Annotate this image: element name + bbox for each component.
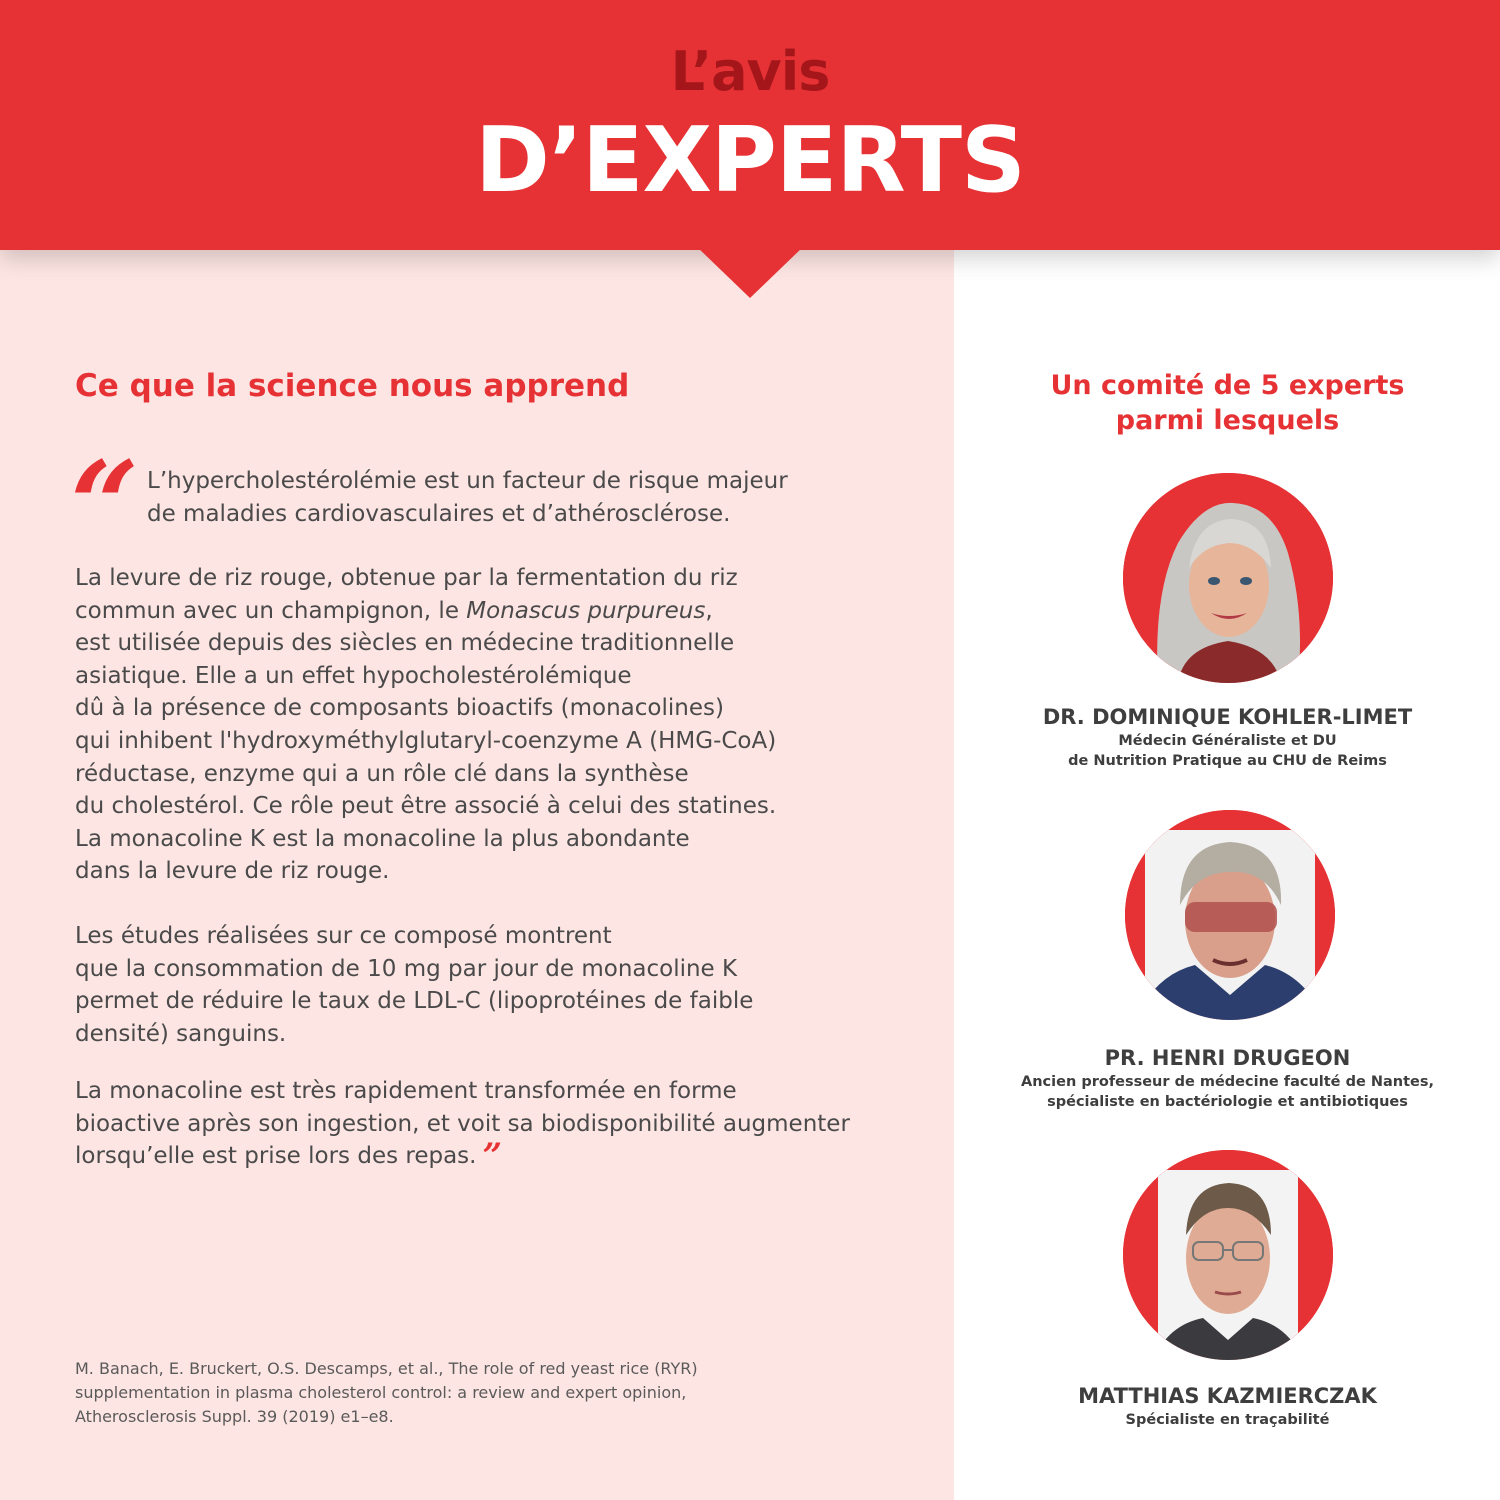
science-paragraph-3: Les études réalisées sur ce composé montrent que la consommation de 10 mg par jour de monacoline K permet de réduire le taux de LDL-C (lipoprotéines de faible densité) sanguins.: [75, 923, 754, 1047]
science-paragraph-1: L’hypercholestérolémie est un facteur de risque majeur de maladies cardiovasculaires et d’athérosclérose.: [147, 468, 788, 527]
expert-role: Spécialiste en traçabilité: [1125, 1412, 1330, 1428]
header-subtitle: L’avis: [670, 40, 830, 103]
expert-role: Ancien professeur de médecine faculté de Nantes, spécialiste en bactériologie et antibiotiques: [1021, 1074, 1434, 1110]
science-section-title: Ce que la science nous apprend: [75, 368, 630, 404]
science-paragraph-4: [75, 1075, 850, 1177]
expert-name: MATTHIAS KAZMIERCZAK: [1078, 1384, 1377, 1408]
quote-open-icon: “: [70, 435, 140, 576]
quote-close-icon: ”: [482, 1136, 503, 1177]
banner-pointer-icon: [696, 246, 804, 298]
expert-photo-dominique-kohler-limet: [1123, 473, 1333, 683]
species-name: Monascus purpureus: [466, 597, 706, 624]
portrait-icon: [1125, 810, 1335, 1020]
paragraph-2-text-b: , est utilisée depuis des siècles en médecine traditionnelle asiatique. Elle a un effet hypocholestérolémique dû à la présence de composants bioactifs (monacolines) qui inhibent l'hydroxyméthylglutaryl-coenzyme A (HMG-CoA) réductase, enzyme qui a un rôle clé dans la synthèse du cholestérol. Ce rôle peut être associé à celui des statines. La monacoline K est la monacoline la plus abondante dans la levure de riz rouge.: [75, 597, 777, 885]
reference-citation: M. Banach, E. Bruckert, O.S. Descamps, et al., The role of red yeast rice (RYR) supplementation in plasma cholesterol control: a review and expert opinion, Atherosclerosis Suppl. 39 (2019) e1–e8.: [75, 1359, 698, 1426]
expert-role: Médecin Généraliste et DU de Nutrition Pratique au CHU de Reims: [1068, 733, 1387, 769]
science-paragraph-2: [75, 562, 776, 888]
paragraph-2-text-a: La levure de riz rouge, obtenue par la fermentation du riz commun avec un champignon, le: [75, 565, 738, 624]
paragraph-4-text: La monacoline est très rapidement transformée en forme bioactive après son ingestion, et voit sa biodisponibilité augmenter lorsqu’elle est prise lors des repas.: [75, 1078, 850, 1170]
expert-photo-henri-drugeon: [1125, 810, 1335, 1020]
expert-name: DR. DOMINIQUE KOHLER-LIMET: [1042, 705, 1413, 729]
portrait-icon: [1123, 1150, 1333, 1360]
committee-title: Un comité de 5 experts parmi lesquels: [1050, 370, 1405, 436]
expert-name: PR. HENRI DRUGEON: [1104, 1046, 1351, 1070]
expert-photo-matthias-kazmierczak: [1123, 1150, 1333, 1360]
header-banner: [0, 0, 1500, 250]
header-title: D’EXPERTS: [475, 108, 1025, 213]
portrait-icon: [1123, 473, 1333, 683]
